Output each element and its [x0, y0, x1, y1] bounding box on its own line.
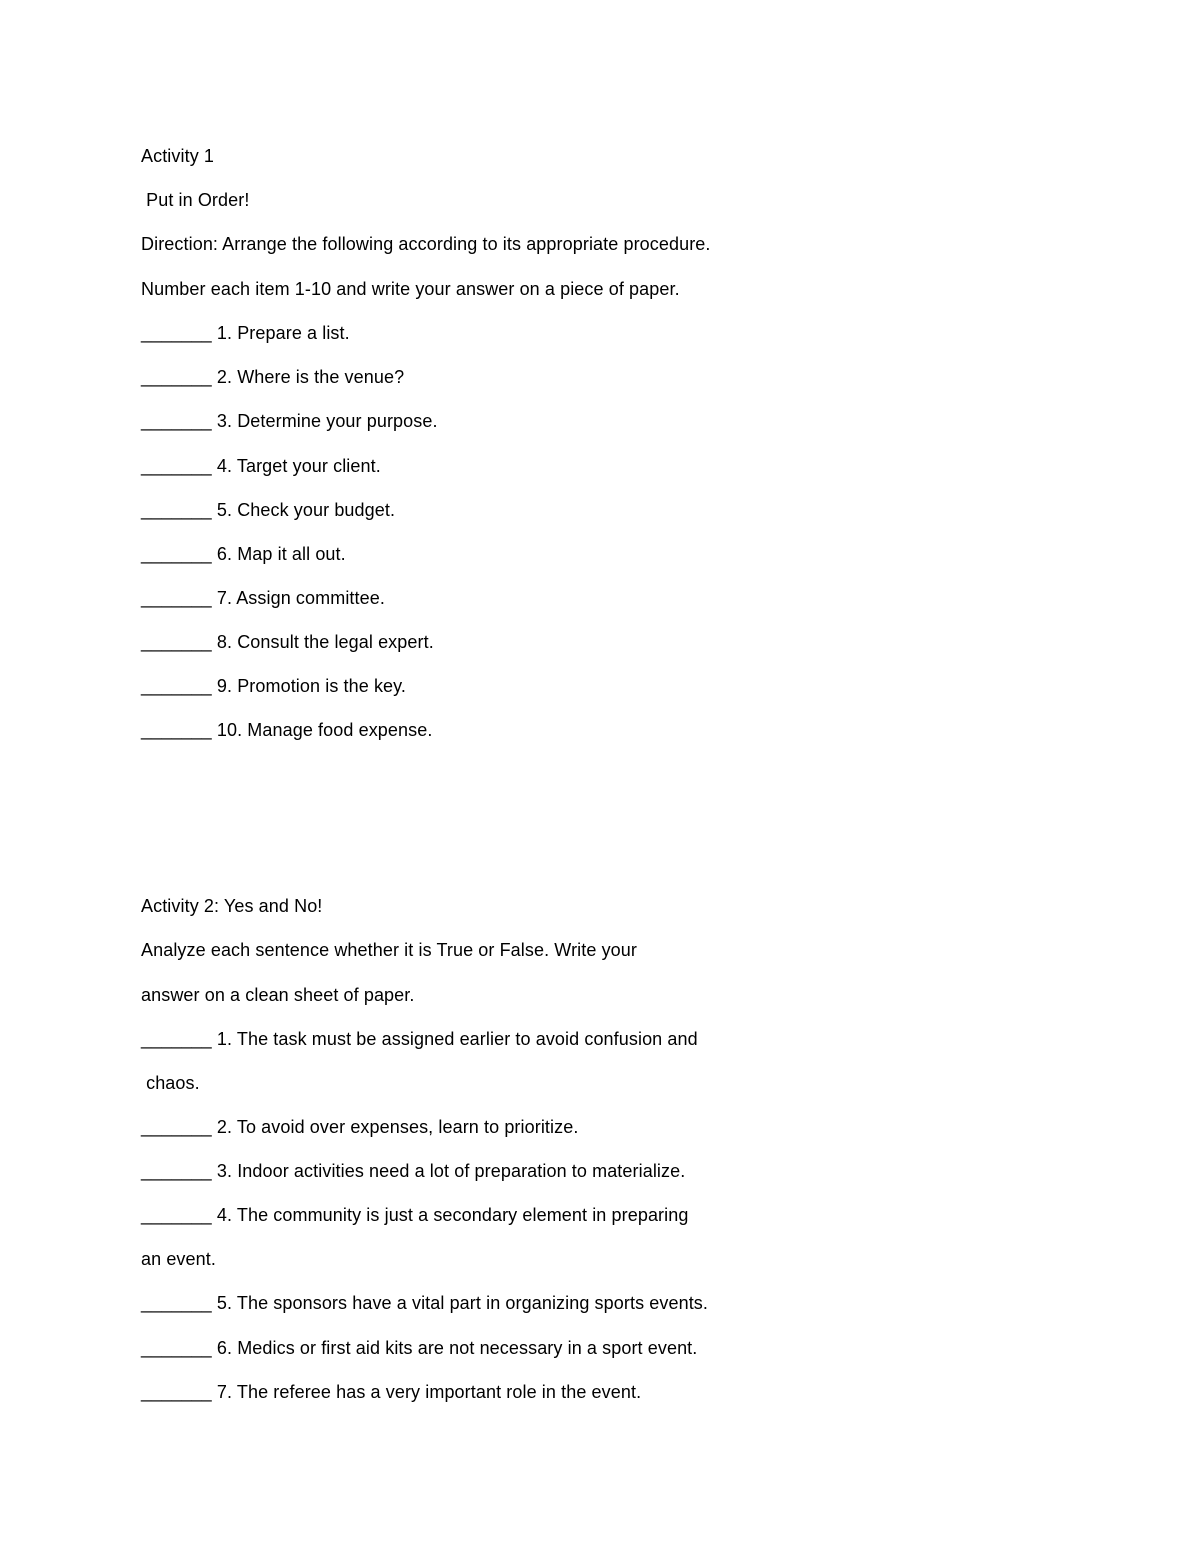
- activity1-item: _______ 8. Consult the legal expert.: [141, 632, 434, 652]
- activity2-item: _______ 6. Medics or first aid kits are not necessary in a sport event.: [141, 1338, 698, 1358]
- activity1-item: _______ 5. Check your budget.: [141, 500, 396, 520]
- activity1-item: _______ 9. Promotion is the key.: [141, 676, 407, 696]
- activity2-item-continuation: chaos.: [141, 1073, 200, 1093]
- activity2-item: _______ 4. The community is just a secondary element in preparing: [141, 1205, 689, 1225]
- activity2-item: _______ 7. The referee has a very important role in the event.: [141, 1382, 642, 1402]
- activity1-item: _______ 6. Map it all out.: [141, 544, 346, 564]
- activity1-item: _______ 3. Determine your purpose.: [141, 411, 438, 431]
- activity2-instruction-line2: answer on a clean sheet of paper.: [141, 985, 415, 1005]
- activity2-instruction-line1: Analyze each sentence whether it is True or False. Write your: [141, 940, 637, 960]
- activity1-item: _______ 1. Prepare a list.: [141, 323, 350, 343]
- activity1-item: _______ 7. Assign committee.: [141, 588, 385, 608]
- activity1-item: _______ 4. Target your client.: [141, 456, 381, 476]
- activity1-subtitle: Put in Order!: [141, 190, 250, 210]
- activity1-instruction: Number each item 1-10 and write your answer on a piece of paper.: [141, 279, 680, 299]
- activity1-item: _______ 10. Manage food expense.: [141, 720, 433, 740]
- activity2-item-continuation: an event.: [141, 1249, 216, 1269]
- activity2-item: _______ 2. To avoid over expenses, learn to prioritize.: [141, 1117, 579, 1137]
- activity2-item: _______ 5. The sponsors have a vital part in organizing sports events.: [141, 1293, 709, 1313]
- activity1-direction: Direction: Arrange the following according to its appropriate procedure.: [141, 234, 711, 254]
- activity1-item: _______ 2. Where is the venue?: [141, 367, 405, 387]
- activity1-heading: Activity 1: [141, 146, 215, 166]
- activity2-heading: Activity 2: Yes and No!: [141, 896, 323, 916]
- activity2-item: _______ 1. The task must be assigned earlier to avoid confusion and: [141, 1029, 698, 1049]
- activity2-item: _______ 3. Indoor activities need a lot of preparation to materialize.: [141, 1161, 686, 1181]
